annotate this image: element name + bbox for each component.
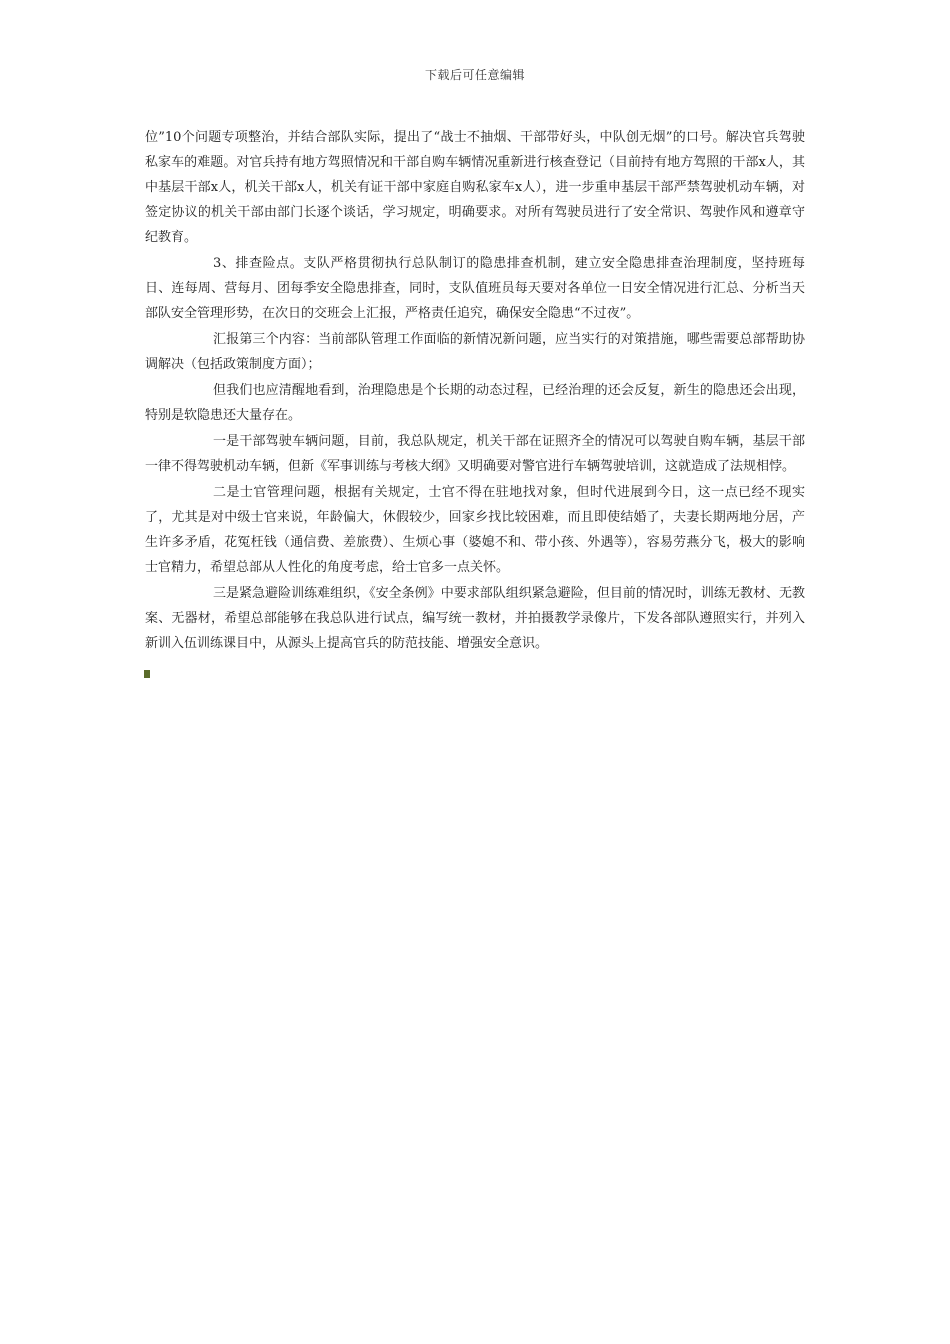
paragraph: 汇报第三个内容：当前部队管理工作面临的新情况新问题，应当实行的对策措施，哪些需要总部帮助协调解决（包括政策制度方面）； xyxy=(145,332,805,372)
paragraph: 三是紧急避险训练难组织，《安全条例》中要求部队组织紧急避险，但目前的情况时，训练无教材、无教案、无器材，希望总部能够在我总队进行试点，编写统一教材，并拍摄教学录像片，下发各部队遵照实行，并列入新训入伍训练课目中，从源头上提高官兵的防范技能、增强安全意识。 xyxy=(145,586,805,651)
page-header: 下载后可任意编辑 xyxy=(424,68,525,82)
end-marker-icon xyxy=(144,670,150,678)
paragraph: 3、排查险点。支队严格贯彻执行总队制订的隐患排查机制，建立安全隐患排查治理制度，坚持班每日、连每周、营每月、团每季安全隐患排查，同时，支队值班员每天要对各单位一日安全情况进行汇总、分析当天部队安全管理形势，在次日的交班会上汇报，严格责任追究，确保安全隐患“不过夜”。 xyxy=(145,256,805,321)
paragraph: 但我们也应清醒地看到，治理隐患是个长期的动态过程，已经治理的还会反复，新生的隐患还会出现，特别是软隐患还大量存在。 xyxy=(145,383,805,423)
paragraph: 一是干部驾驶车辆问题，目前，我总队规定，机关干部在证照齐全的情况可以驾驶自购车辆，基层干部一律不得驾驶机动车辆，但新《军事训练与考核大纲》又明确要对警官进行车辆驾驶培训，这就造成了法规相悖。 xyxy=(145,434,805,474)
paragraph: 位”10个问题专项整治，并结合部队实际，提出了“战士不抽烟、干部带好头，中队创无烟”的口号。解决官兵驾驶私家车的难题。对官兵持有地方驾照情况和干部自购车辆情况重新进行核查登记（目前持有地方驾照的干部x人，其中基层干部x人，机关干部x人，机关有证干部中家庭自购私家车x人），进一步重申基层干部严禁驾驶机动车辆，对签定协议的机关干部由部门长逐个谈话，学习规定，明确要求。对所有驾驶员进行了安全常识、驾驶作风和遵章守纪教育。 xyxy=(145,130,805,245)
document-body xyxy=(145,125,805,657)
paragraph: 二是士官管理问题，根据有关规定，士官不得在驻地找对象，但时代进展到今日，这一点已经不现实了，尤其是对中级士官来说，年龄偏大，休假较少，回家乡找比较困难，而且即使结婚了，夫妻长期两地分居，产生许多矛盾，花冤枉钱（通信费、差旅费）、生烦心事（婆媳不和、带小孩、外遇等），容易劳燕分飞，极大的影响士官精力，希望总部从人性化的角度考虑，给士官多一点关怀。 xyxy=(145,485,805,575)
